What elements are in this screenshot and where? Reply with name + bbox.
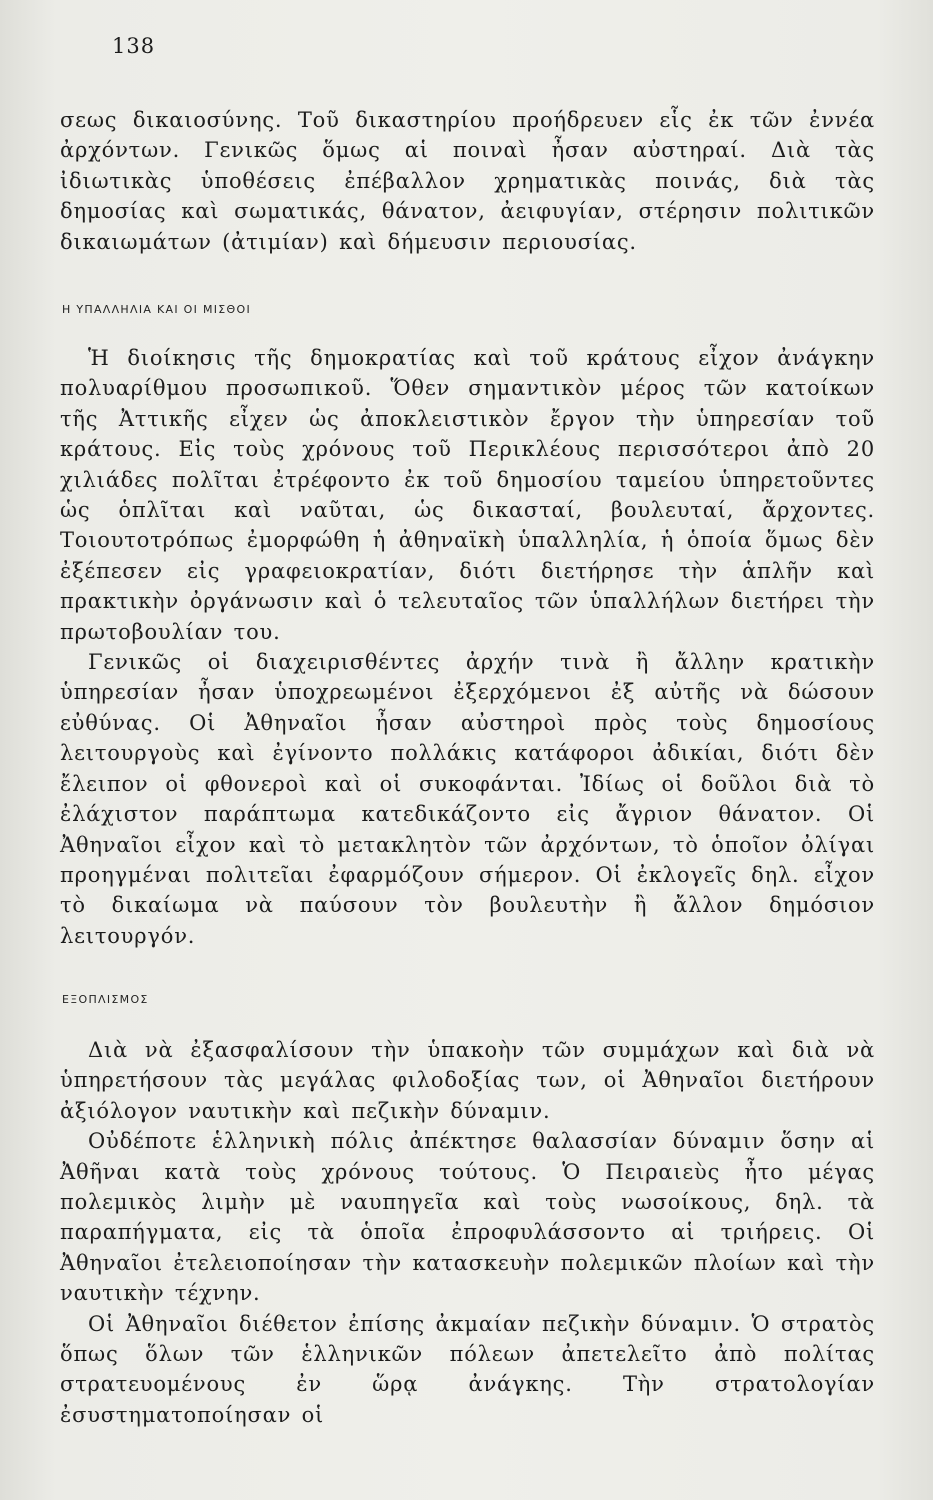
paragraph: Ἡ διοίκησις τῆς δημοκρατίας καὶ τοῦ κράτους εἶχον ἀνάγκην πολυαρίθμου προσωπικοῦ. Ὅθεν σημαντικὸν μέρος τῶν κατοίκων τῆς Ἀττικῆς εἶχεν ὡς ἀποκλειστικὸν ἔργον τὴν ὑπηρεσίαν τοῦ κράτους. Εἰς τοὺς χρόνους τοῦ Περικλέους περισσότεροι ἀπὸ 20 χιλιάδες πολῖται ἐτρέφοντο ἐκ τοῦ δημοσίου ταμείου ὑπηρετοῦντες ὡς ὁπλῖται καὶ ναῦται, ὡς δικασταί, βουλευταί, ἄρχοντες. Τοιουτοτρόπως ἐμορφώθη ἡ ἀθηναϊκὴ ὑπαλληλία, ἡ ὁποία ὅμως δὲν ἐξέπεσεν εἰς γραφειοκρατίαν, διότι διετήρησε τὴν ἁπλῆν καὶ πρακτικὴν ὀργάνωσιν καὶ ὁ τελευταῖος τῶν ὑπαλλήλων διετήρει τὴν πρωτοβουλίαν του.	[60, 346, 875, 644]
paragraph: Γενικῶς οἱ διαχειρισθέντες ἀρχήν τινὰ ἢ ἄλλην κρατικὴν ὑπηρεσίαν ἦσαν ὑποχρεωμένοι ἐξερχόμενοι ἐξ αὐτῆς νὰ δώσουν εὐθύνας. Οἱ Ἀθηναῖοι ἦσαν αὐστηροὶ πρὸς τοὺς δημοσίους λειτουργοὺς καὶ ἐγίνοντο πολλάκις κατάφοροι ἀδικίαι, διότι δὲν ἔλειπον οἱ φθονεροὶ καὶ οἱ συκοφάνται. Ἰδίως οἱ δοῦλοι διὰ τὸ ἐλάχιστον παράπτωμα κατεδικάζοντο εἰς ἄγριον θάνατον. Οἱ Ἀθηναῖοι εἶχον καὶ τὸ μετακλητὸν τῶν ἀρχόντων, τὸ ὁποῖον ὀλίγαι προηγμέναι πολιτεῖαι ἐφαρμόζουν σήμερον. Οἱ ἐκλογεῖς δηλ. εἶχον τὸ δικαίωμα νὰ παύσουν τὸν βουλευτὴν ἢ ἄλλον δημόσιον λειτουργόν.	[60, 650, 875, 948]
intro-paragraph: σεως δικαιοσύνης. Τοῦ δικαστηρίου προήδρευεν εἷς ἐκ τῶν ἐννέα ἀρχόντων. Γενικῶς ὅμως αἱ ποιναὶ ἦσαν αὐστηραί. Διὰ τὰς ἰδιωτικὰς ὑποθέσεις ἐπέβαλλον χρηματικὰς ποινάς, διὰ τὰς δημοσίας καὶ σωματικάς, θάνατον, ἀειφυγίαν, στέρησιν πολιτικῶν δικαιωμάτων (ἀτιμίαν) καὶ δήμευσιν περιουσίας.	[60, 108, 875, 254]
paragraph: Διὰ νὰ ἐξασφαλίσουν τὴν ὑπακοὴν τῶν συμμάχων καὶ διὰ νὰ ὑπηρετήσουν τὰς μεγάλας φιλοδοξίας των, οἱ Ἀθηναῖοι διετήρουν ἀξιόλογον ναυτικὴν καὶ πεζικὴν δύναμιν.	[60, 1038, 875, 1123]
section-ypallilia-text	[60, 343, 875, 951]
paragraph: Οὐδέποτε ἑλληνικὴ πόλις ἀπέκτησε θαλασσίαν δύναμιν ὅσην αἱ Ἀθῆναι κατὰ τοὺς χρόνους τούτους. Ὁ Πειραιεὺς ἦτο μέγας πολεμικὸς λιμὴν μὲ ναυπηγεῖα καὶ τοὺς νωσοίκους, δηλ. τὰ παραπήγματα, εἰς τὰ ὁποῖα ἐπροφυλάσσοντο αἱ τριήρεις. Οἱ Ἀθηναῖοι ἐτελειοποίησαν τὴν κατασκευὴν πολεμικῶν πλοίων καὶ τὴν ναυτικὴν τέχνην.	[60, 1129, 875, 1306]
page-number: 138	[112, 34, 156, 58]
section-heading-exoplismos: ΕΞΟΠΛΙΣΜΟΣ	[62, 993, 149, 1006]
section-exoplismos-text	[60, 1035, 875, 1430]
intro-text-block	[60, 105, 875, 257]
section-heading-ypallilia: Η ΥΠΑΛΛΗΛΙΑ ΚΑΙ ΟΙ ΜΙΣΘΟΙ	[62, 303, 252, 316]
paragraph: Οἱ Ἀθηναῖοι διέθετον ἐπίσης ἀκμαίαν πεζικὴν δύναμιν. Ὁ στρατὸς ὅπως ὅλων τῶν ἑλληνικῶν πόλεων ἀπετελεῖτο ἀπὸ πολίτας στρατευομένους ἐν ὥρᾳ ἀνάγκης. Τὴν στρατολογίαν ἐσυστηματοποίησαν οἱ	[60, 1311, 875, 1427]
